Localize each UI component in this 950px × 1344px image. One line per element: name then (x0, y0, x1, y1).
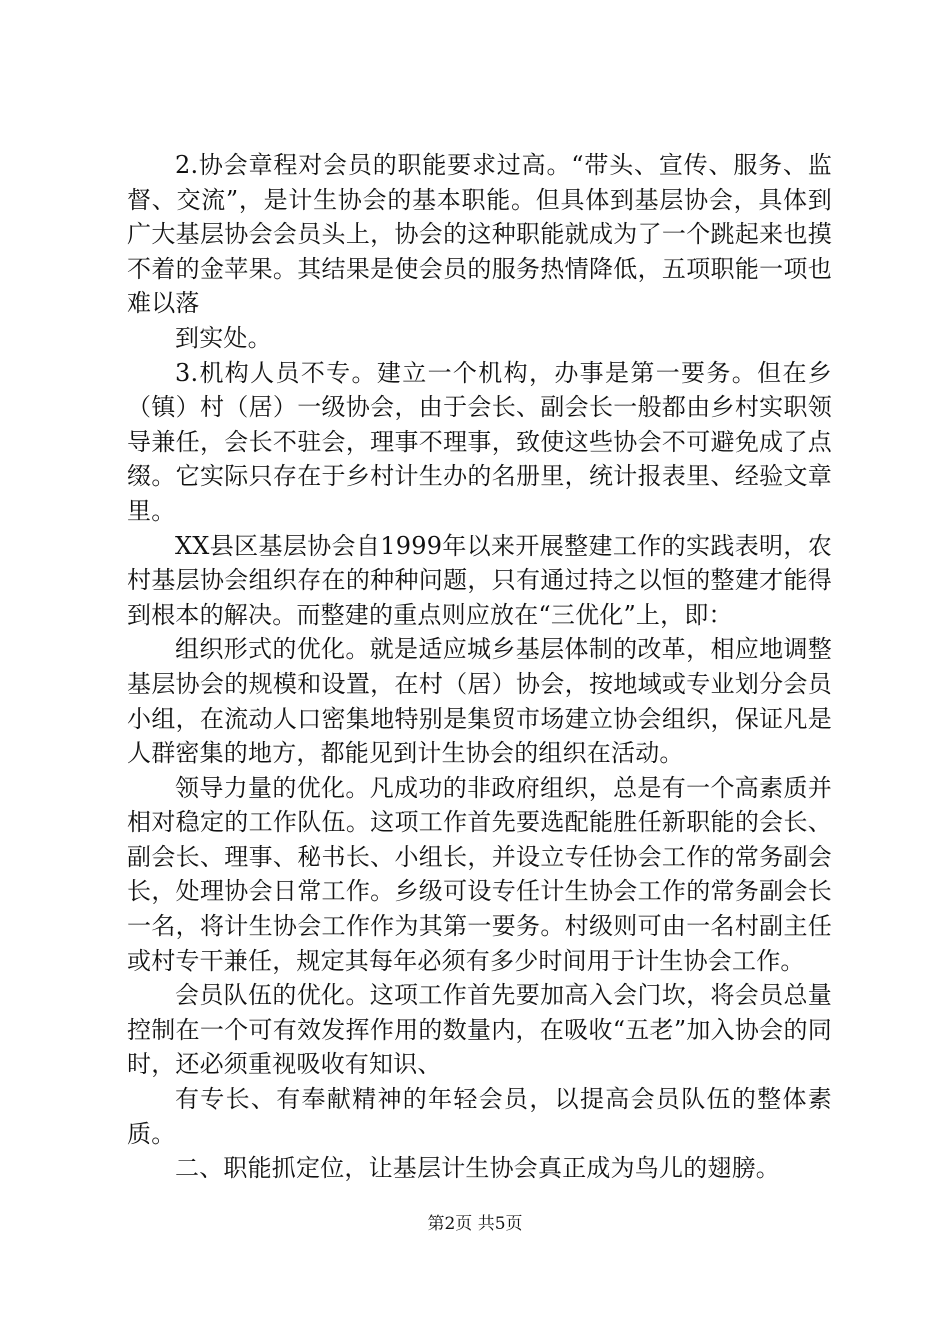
paragraph-7: 会员队伍的优化。这项工作首先要加高入会门坎，将会员总量控制在一个可有效发挥作用的数量内，在吸收“五老”加入协会的同时，还必须重视吸收有知识、 (127, 981, 832, 1079)
paragraph-3: 3.机构人员不专。建立一个机构，办事是第一要务。但在乡（镇）村（居）一级协会，由于会长、副会长一般都由乡村实职领导兼任，会长不驻会，理事不理事，致使这些协会不可避免成了点缀。它实际只存在于乡村计生办的名册里，统计报表里、经验文章里。 (127, 358, 832, 525)
paragraph-8: 有专长、有奉献精神的年轻会员，以提高会员队伍的整体素质。 (127, 1085, 832, 1148)
paragraph-4: XX县区基层协会自1999年以来开展整建工作的实践表明，农村基层协会组织存在的种种问题，只有通过持之以恒的整建才能得到根本的解决。而整建的重点则应放在“三优化”上，即： (127, 531, 832, 629)
document-body (127, 148, 832, 1186)
paragraph-5: 组织形式的优化。就是适应城乡基层体制的改革，相应地调整基层协会的规模和设置，在村（居）协会，按地域或专业划分会员小组，在流动人口密集地特别是集贸市场建立协会组织，保证凡是人群密集的地方，都能见到计生协会的组织在活动。 (127, 635, 832, 768)
paragraph-2: 到实处。 (175, 323, 272, 352)
paragraph-1: 2.协会章程对会员的职能要求过高。“带头、宣传、服务、监督、交流”，是计生协会的基本职能。但具体到基层协会，具体到广大基层协会会员头上，协会的这种职能就成为了一个跳起来也摸不着的金苹果。其结果是使会员的服务热情降低，五项职能一项也难以落 (127, 151, 832, 318)
page-number: 第2页 共5页 (427, 1214, 523, 1234)
page-footer (0, 1213, 950, 1235)
paragraph-6: 领导力量的优化。凡成功的非政府组织，总是有一个高素质并相对稳定的工作队伍。这项工作首先要选配能胜任新职能的会长、副会长、理事、秘书长、小组长，并设立专任协会工作的常务副会长，处理协会日常工作。乡级可设专任计生协会工作的常务副会长一名，将计生协会工作作为其第一要务。村级则可由一名村副主任或村专干兼任，规定其每年必须有多少时间用于计生协会工作。 (127, 773, 832, 975)
paragraph-9: 二、职能抓定位，让基层计生协会真正成为鸟儿的翅膀。 (175, 1154, 780, 1183)
